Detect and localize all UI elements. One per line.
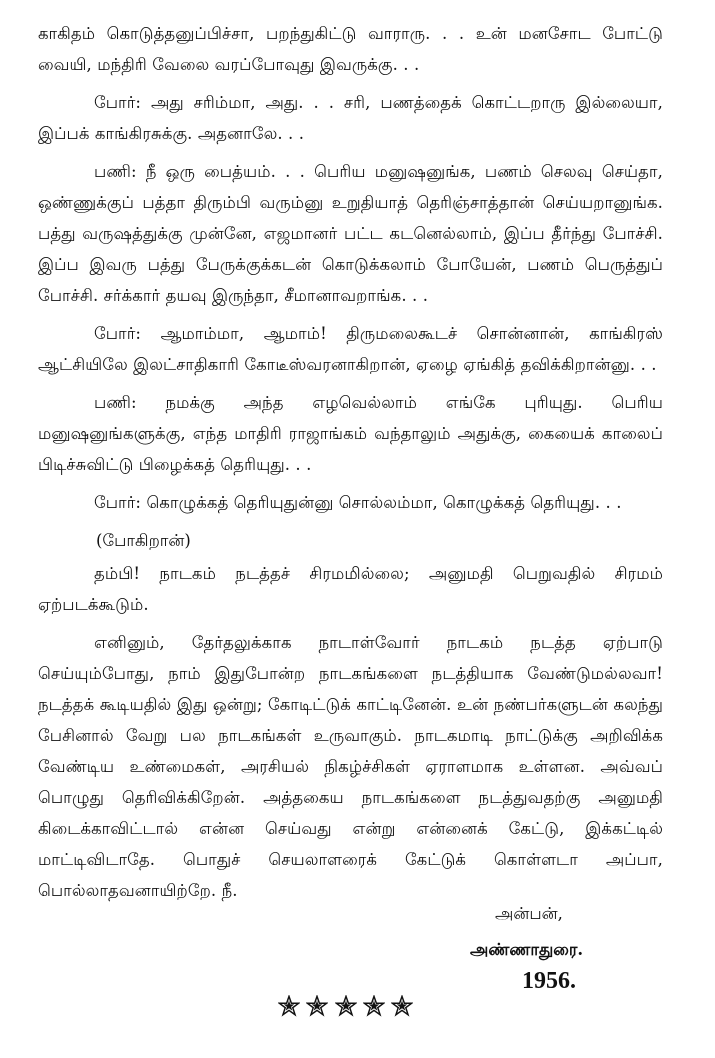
letter-paragraph-1: தம்பி! நாடகம் நடத்தச் சிரமமில்லை; அனுமதி பெறுவதில் சிரமம் ஏற்படக்கூடும்.: [38, 564, 663, 614]
star-icon: [335, 995, 357, 1017]
sign-off: அன்பன்,: [495, 904, 563, 923]
stage-direction: (போகிறான்): [96, 531, 191, 550]
signature-name: அண்ணாதுரை.: [470, 940, 584, 959]
dialogue-paragraph-4: போர்: ஆமாம்மா, ஆமாம்! திருமலைகூடச் சொன்னான், காங்கிரஸ் ஆட்சியிலே இலட்சாதிகாரி கோடீஸ்வரனாகிறான், ஏழை ஏங்கித் தவிக்கிறான்னு. . .: [38, 324, 663, 374]
letter-body: [38, 18, 663, 913]
star-ornament: [278, 995, 413, 1017]
letter-paragraph-2: எனினும், தேர்தலுக்காக நாடாள்வோர் நாடகம் நடத்த ஏற்பாடு செய்யும்போது, நாம் இதுபோன்ற நாடகங்களை நடத்தியாக வேண்டுமல்லவா! நடத்தக் கூடியதில் இது ஒன்று; கோடிட்டுக் காட்டினேன். உன் நண்பர்களுடன் கலந்து பேசினால் வேறு பல நாடகங்கள் உருவாகும். நாடகமாடி நாட்டுக்கு அறிவிக்க வேண்டிய உண்மைகள், அரசியல் நிகழ்ச்சிகள் ஏராளமாக உள்ளன. அவ்வப் பொழுது தெரிவிக்கிறேன். அத்தகைய நாடகங்களை நடத்துவதற்கு அனுமதி கிடைக்காவிட்டால் என்ன செய்வது என்று என்னைக் கேட்டு, இக்கட்டில் மாட்டிவிடாதே. பொதுச் செயலாளரைக் கேட்டுக் கொள்ளடா அப்பா, பொல்லாதவனாயிற்றே. நீ.: [38, 633, 663, 900]
dialogue-paragraph-2: போர்: அது சரிம்மா, அது. . . சரி, பணத்தைக் கொட்டறாரு இல்லையா, இப்பக் காங்கிரசுக்கு. அதனாலே. . .: [38, 93, 663, 143]
star-icon: [306, 995, 328, 1017]
star-icon: [391, 995, 413, 1017]
dialogue-paragraph-3: பணி: நீ ஒரு பைத்யம். . . பெரிய மனுஷனுங்க, பணம் செலவு செய்தா, ஒண்ணுக்குப் பத்தா திரும்பி வரும்னு உறுதியாத் தெரிஞ்சாத்தான் செய்யறானுங்க. பத்து வருஷத்துக்கு முன்னே, எஜமானர் பட்ட கடனெல்லாம், இப்ப தீர்ந்து போச்சி. இப்ப இவரு பத்து பேருக்குக்கடன் கொடுக்கலாம் போயேன், பணம் பெருத்துப் போச்சி. சர்க்கார் தயவு இருந்தா, சீமானாவறாங்க. . .: [38, 162, 663, 305]
star-icon: [278, 995, 300, 1017]
dialogue-paragraph-1: காகிதம் கொடுத்தனுப்பிச்சா, பறந்துகிட்டு வாராரு. . . உன் மனசோட போட்டு வையி, மந்திரி வேலை வரப்போவுது இவருக்கு. . .: [38, 24, 663, 74]
dialogue-paragraph-5: பணி: நமக்கு அந்த எழவெல்லாம் எங்கே புரியுது. பெரிய மனுஷனுங்களுக்கு, எந்த மாதிரி ராஜாங்கம் வந்தாலும் அதுக்கு, கையைக் காலைப் பிடிச்சுவிட்டு பிழைக்கத் தெரியுது. . .: [38, 393, 663, 474]
dialogue-paragraph-6: போர்: கொழுக்கத் தெரியுதுன்னு சொல்லம்மா, கொழுக்கத் தெரியுது. . .: [94, 493, 622, 512]
year: 1956.: [522, 968, 576, 994]
star-icon: [363, 995, 385, 1017]
